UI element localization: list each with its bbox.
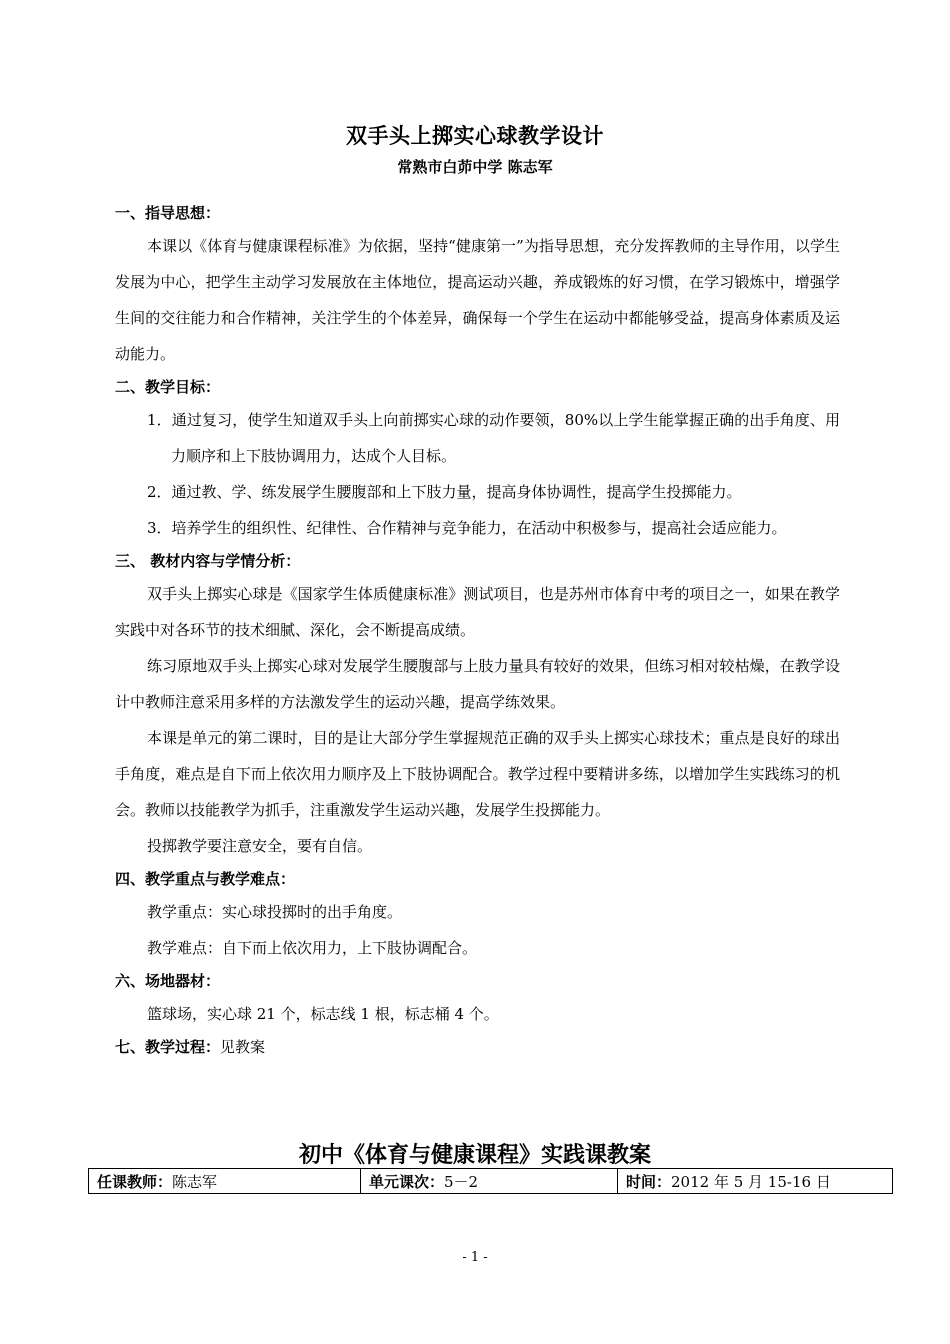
section-heading-analysis: 三、 教材内容与学情分析： [115,552,301,570]
section-heading-goals: 二、教学目标： [115,378,221,396]
goal-item-2: 2．通过教、学、练发展学生腰腹部和上下肢力量，提高身体协调性，提高学生投掷能力。 [147,483,742,501]
page-number: - 1 - [462,1250,488,1265]
time-label: 时间： [626,1172,672,1191]
lesson-plan-title: 初中《体育与健康课程》实践课教案 [298,1143,651,1168]
section-heading-keypoints: 四、教学重点与教学难点： [115,870,296,888]
process-heading-value: 见教案 [220,1038,266,1056]
section-heading-equipment: 六、场地器材： [115,972,221,990]
teaching-difficulty: 教学难点：自下而上依次用力，上下肢协调配合。 [147,939,478,957]
analysis-paragraph-1: 双手头上掷实心球是《国家学生体质健康标准》测试项目，也是苏州市体育中考的项目之一，如果在教学实践中对各环节的技术细腻、深化，会不断提高成绩。 [115,585,840,639]
time-value: 2012 年 5 月 15-16 日 [671,1172,831,1191]
lesson-info-table [88,1168,893,1194]
section-heading-guiding: 一、指导思想： [115,204,221,222]
teacher-cell [89,1169,361,1194]
section-heading-process [115,1032,840,1062]
document-author: 常熟市白茆中学 陈志军 [397,158,553,176]
time-cell [618,1169,893,1194]
unit-value: 5－2 [444,1172,479,1191]
document-body [115,198,840,1062]
unit-cell [361,1169,618,1194]
unit-label: 单元课次： [369,1172,445,1191]
document-title: 双手头上掷实心球教学设计 [346,124,604,148]
analysis-paragraph-3: 本课是单元的第二课时，目的是让大部分学生掌握规范正确的双手头上掷实心球技术；重点是良好的球出手角度，难点是自下而上依次用力顺序及上下肢协调配合。教学过程中要精讲多练，以增加学生实践练习的机会。教师以技能教学为抓手，注重激发学生运动兴趣，发展学生投掷能力。 [115,729,840,819]
goal-item-1: 1．通过复习，使学生知道双手头上向前掷实心球的动作要领，80%以上学生能掌握正确的出手角度、用力顺序和上下肢协调用力，达成个人目标。 [147,411,840,465]
process-heading-label: 七、教学过程： [115,1038,221,1056]
analysis-paragraph-4: 投掷教学要注意安全，要有自信。 [147,837,373,855]
lesson-info-row [89,1169,893,1194]
teacher-label: 任课教师： [97,1172,173,1191]
goal-item-3: 3．培养学生的组织性、纪律性、合作精神与竞争能力，在活动中积极参与，提高社会适应能力。 [147,519,787,537]
teaching-focus: 教学重点：实心球投掷时的出手角度。 [147,903,403,921]
analysis-paragraph-2: 练习原地双手头上掷实心球对发展学生腰腹部与上肢力量具有较好的效果，但练习相对较枯燥，在教学设计中教师注意采用多样的方法激发学生的运动兴趣，提高学练效果。 [115,657,840,711]
equipment-paragraph: 篮球场，实心球 21 个，标志线 1 根，标志桶 4 个。 [147,1005,499,1023]
guiding-paragraph: 本课以《体育与健康课程标准》为依据，坚持“健康第一”为指导思想，充分发挥教师的主导作用，以学生发展为中心，把学生主动学习发展放在主体地位，提高运动兴趣，养成锻炼的好习惯，在学习锻炼中，增强学生间的交往能力和合作精神，关注学生的个体差异，确保每一个学生在运动中都能够受益，提高身体素质及运动能力。 [115,237,840,363]
teacher-value: 陈志军 [172,1172,218,1191]
